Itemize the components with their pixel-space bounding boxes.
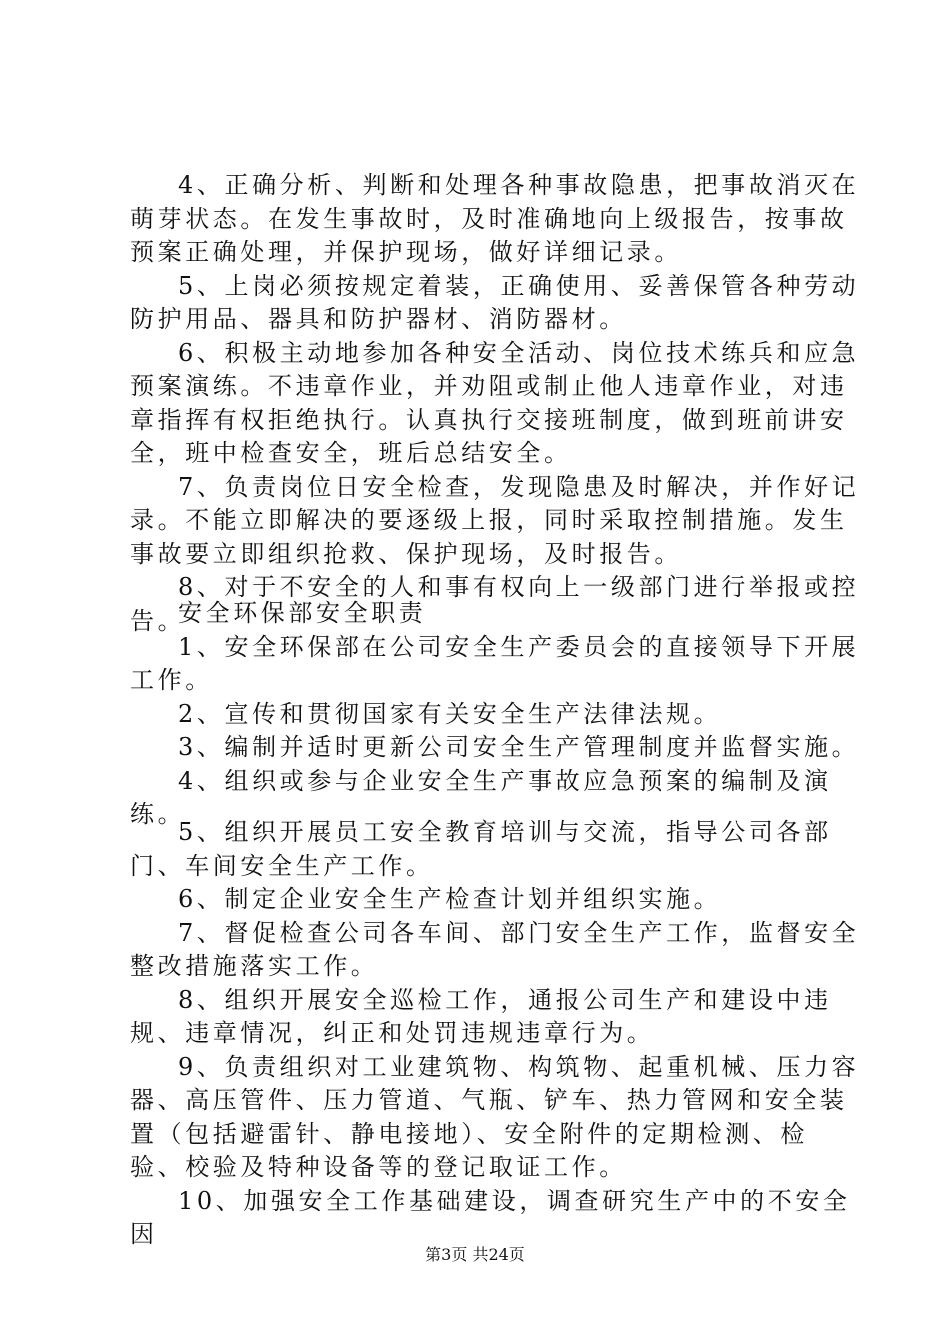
- paragraph-item-6: 6、积极主动地参加各种安全活动、岗位技术练兵和应急预案演练。不违章作业，并劝阻或制止他人违章作业，对违章指挥有权拒绝执行。认真执行交接班制度，做到班前讲安全，班中检查安全，班后总结安全。: [130, 338, 860, 467]
- paragraph-item-4b: 4、组织或参与企业安全生产事故应急预案的编制及演练。: [130, 766, 832, 828]
- paragraph-item-6b: 6、制定企业安全生产检查计划并组织实施。: [178, 885, 722, 913]
- paragraph-item-1: 1、安全环保部在公司安全生产委员会的直接领导下开展工作。: [130, 632, 860, 694]
- section-heading: 安全环保部安全职责: [178, 599, 427, 627]
- paragraph-item-7: 7、负责岗位日安全检查，发现隐患及时解决，并作好记录。不能立即解决的要逐级上报，同时采取控制措施。发生事故要立即组织抢救、保护现场，及时报告。: [130, 472, 860, 568]
- paragraph-item-4: 4、正确分析、判断和处理各种事故隐患，把事故消灭在萌芽状态。在发生事故时，及时准确地向上级报告，按事故预案正确处理，并保护现场，做好详细记录。: [130, 171, 860, 266]
- page-number-footer: 第3页 共24页: [425, 1245, 525, 1264]
- paragraph-item-5b: 5、组织开展员工安全教育培训与交流，指导公司各部门、车间安全生产工作。: [130, 818, 832, 880]
- safety-dept-duties: [130, 597, 860, 832]
- paragraph-item-8b: 8、组织开展安全巡检工作，通报公司生产和建设中违规、违章情况，纠正和处罚违规违章行为。: [130, 985, 832, 1047]
- paragraph-item-2: 2、宣传和贯彻国家有关安全生产法律法规。: [178, 699, 722, 728]
- paragraph-item-8: 8、对于不安全的人和事有权向上一级部门进行举报或控告。: [130, 573, 860, 635]
- paragraph-item-9: 9、负责组织对工业建筑物、构筑物、起重机械、压力容器、高压管件、压力管道、气瓶、铲车、热力管网和安全装置（包括避雷针、静电接地）、安全附件的定期检测、检验、校验及特种设备等的登记取证工作。: [130, 1052, 860, 1181]
- paragraph-item-5: 5、上岗必须按规定着装，正确使用、妥善保管各种劳动防护用品、器具和防护器材、消防器材。: [130, 271, 860, 333]
- paragraph-item-7b: 7、督促检查公司各车间、部门安全生产工作，监督安全整改措施落实工作。: [130, 918, 860, 980]
- paragraph-item-3: 3、编制并适时更新公司安全生产管理制度并监督实施。: [178, 733, 860, 761]
- duties-list-continued: [130, 169, 860, 638]
- safety-dept-duties-continued: [130, 816, 860, 1252]
- paragraph-item-10: 10、加强安全工作基础建设，调查研究生产中的不安全因: [130, 1186, 851, 1248]
